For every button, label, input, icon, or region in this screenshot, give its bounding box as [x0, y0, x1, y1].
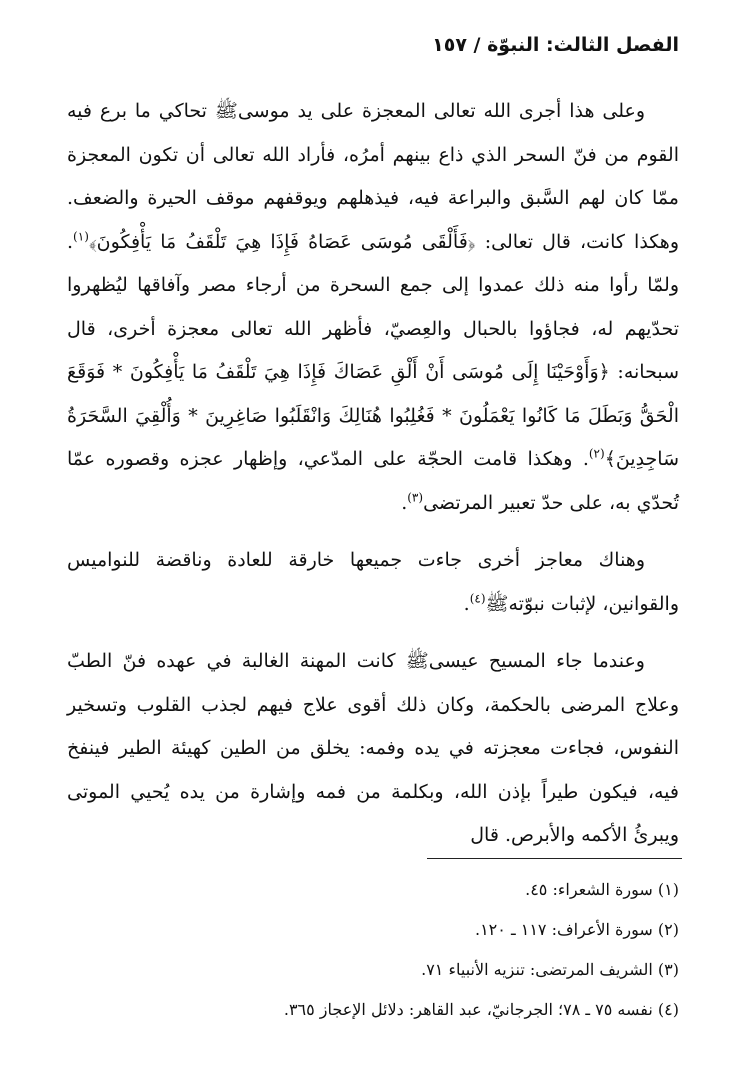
quran-verse: ﴿فَأَلْقَى مُوسَى عَصَاهُ فَإِذَا هِيَ تَلْقَفُ مَا يَأْفِكُونَ﴾ — [88, 230, 476, 253]
paragraph-jesus — [67, 640, 679, 858]
text-segment: وعلى هذا أجرى الله تعالى المعجزة على يد موسى — [237, 100, 645, 122]
text-segment: وهناك معاجز أخرى جاءت جميعها خارقة للعادة وناقضة للنواميس والقوانين، لإثبات نبوّته — [67, 549, 679, 615]
footnote-ref[interactable]: (١) — [73, 229, 89, 244]
paragraph-moses — [67, 90, 679, 525]
honorific-symbol: ﷺ — [214, 100, 238, 122]
main-text — [67, 90, 679, 858]
text-segment: تحاكي ما برع فيه القوم من فنّ السحر الذي ذاع بينهم أمرُه، فأراد الله تعالى أن تكون المعجزة ممّا كان لهم السَّبق والبراعة فيه، فيذهلهم ويوقفهم موقف الحيرة والضعف. وهكذا كانت، قال تعالى: — [67, 100, 679, 253]
footnote-ref[interactable]: (٢) — [588, 446, 605, 461]
footnotes — [67, 870, 679, 1030]
footnote-2: (٢) سورة الأعراف: ١١٧ ـ ١٢٠. — [474, 920, 679, 939]
text-segment: وعندما جاء المسيح عيسى — [428, 650, 645, 672]
quran-verse: ﴿وَأَوْحَيْنَا إِلَى مُوسَى أَنْ أَلْقِ عَصَاكَ فَإِذَا هِيَ تَلْقَفُ مَا يَأْفِكُونَ * فَوَقَعَ الْحَقُّ وَبَطَلَ مَا كَانُوا يَعْمَلُونَ * فَغُلِبُوا هُنَالِكَ وَانْقَلَبُوا صَاغِرِينَ * وَأُلْقِيَ السَّحَرَةُ سَاجِدِينَ﴾ — [67, 361, 679, 470]
running-header: الفصل الثالث: النبوّة / ١٥٧ — [432, 34, 679, 56]
footnote-4: (٤) نفسه ٧٥ ـ ٧٨؛ الجرجانيّ، عبد القاهر: دلائل الإعجاز ٣٦٥. — [283, 1000, 679, 1019]
footnote-1: (١) سورة الشعراء: ٤٥. — [525, 880, 679, 899]
text-segment: . ولمّا رأوا منه ذلك عمدوا إلى جمع السحرة من أرجاء مصر وآفاقها ليُظهروا تحدّيهم له، فجاؤوا بالحبال والعِصيّ، فأظهر الله تعالى معجزة أخرى، قال سبحانه: — [67, 230, 680, 383]
honorific-symbol: ﷺ — [485, 592, 509, 615]
footnote-3: (٣) الشريف المرتضى: تنزيه الأنبياء ٧١. — [421, 960, 679, 979]
footnote-ref[interactable]: (٣) — [407, 490, 424, 505]
text-segment: . وهكذا قامت الحجّة على المدّعي، وإظهار عجزه وقصوره عمّا تُحدّي به، على حدّ تعبير المرتضى — [67, 448, 679, 514]
honorific-symbol: ﷺ — [405, 650, 429, 672]
text-segment: . — [401, 491, 408, 514]
footnote-ref[interactable]: (٤) — [469, 591, 486, 606]
text-segment: كانت المهنة الغالبة في عهده فنّ الطبّ وعلاج المرضى بالحكمة، وكان ذلك أقوى علاج فيهم لجذب القلوب وتسخير النفوس، فجاءت معجزته في يده وفمه: يخلق من الطين كهيئة الطير فينفخ فيه، فيكون طيراً بإذن الله، وبكلمة من فمه وإشارة من يده يُحيي الموتى ويبرئُ الأكمه والأبرص. قال — [67, 650, 679, 846]
paragraph-other-miracles — [67, 539, 679, 626]
text-segment: . — [463, 592, 470, 615]
footnote-divider — [427, 858, 682, 859]
